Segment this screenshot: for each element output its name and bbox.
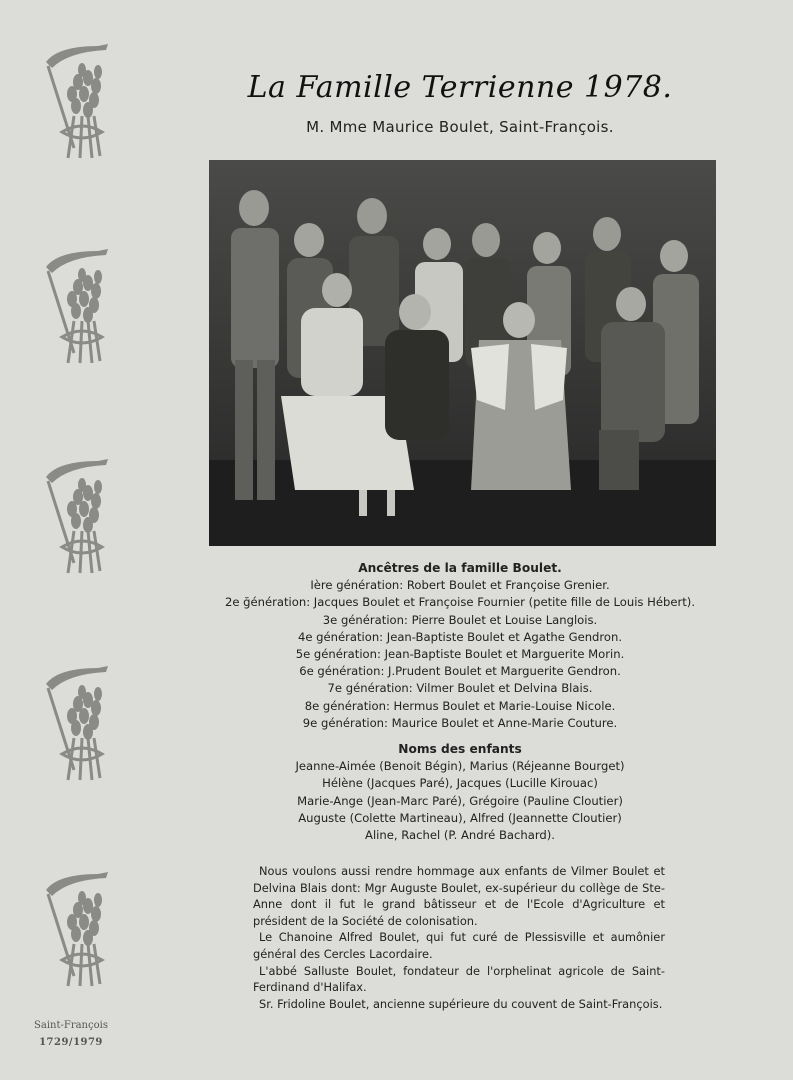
children-line: Hélène (Jacques Paré), Jacques (Lucille Kirouac) [322,776,598,791]
ancestors-section [160,560,760,732]
wheat-sheaf-sickle-icon [38,662,118,787]
tribute-paragraph: Nous voulons aussi rendre hommage aux enfants de Vilmer Boulet et Delvina Blais dont: Mgr Auguste Boulet, ex-supérieur du collège de Ste-Anne dont il fut le grand bâtisseur et de l'Ecole d'Agriculture et président de la Société de colonisation. [253,864,665,928]
margin-caption-years: 1729/1979 [39,1037,103,1048]
wheat-sheaf-sickle-icon [38,40,118,165]
page-subtitle: M. Mme Maurice Boulet, Saint-François. [306,118,614,136]
wheat-sheaf-sickle-icon [38,455,118,580]
tribute-paragraph: L'abbé Salluste Boulet, fondateur de l'orphelinat agricole de Saint-Ferdinand d'Halifax. [253,963,665,995]
ancestors-line: Ière génération: Robert Boulet et Françoise Grenier. [310,578,610,593]
ancestors-line: 9e génération: Maurice Boulet et Anne-Marie Couture. [302,715,618,730]
decorative-margin [0,0,140,1080]
family-group-photo [209,160,716,546]
children-section [160,741,760,844]
wheat-sheaf-sickle-icon [38,868,118,993]
tribute-paragraph: Le Chanoine Alfred Boulet, qui fut curé de Plessisville et aumônier général des Cercles Lacordaire. [253,930,665,961]
ancestors-line: 3e génération: Pierre Boulet et Louise Langlois. [322,612,598,627]
ancestors-heading: Ancêtres de la famille Boulet. [358,561,562,575]
children-heading: Noms des enfants [398,742,522,756]
ancestors-line: 7e génération: Vilmer Boulet et Delvina Blais. [327,681,593,696]
ancestors-line: 4e génération: Jean-Baptiste Boulet et Agathe Gendron. [297,629,623,644]
children-line: Auguste (Colette Martineau), Alfred (Jeannette Cloutier) [298,810,622,825]
margin-caption-place: Saint-François [34,1020,108,1031]
children-line: Aline, Rachel (P. André Bachard). [365,828,555,843]
page-title: La Famille Terrienne 1978. [247,70,673,105]
children-line: Marie-Ange (Jean-Marc Paré), Grégoire (Pauline Cloutier) [297,793,623,808]
tribute-paragraph: Sr. Fridoline Boulet, ancienne supérieure du couvent de Saint-François. [259,996,663,1011]
ancestors-line: 5e génération: Jean-Baptiste Boulet et Marguerite Morin. [295,647,625,662]
children-line: Jeanne-Aimée (Benoit Bégin), Marius (Réjeanne Bourget) [295,759,625,774]
ancestors-line: 2e ğénération: Jacques Boulet et Françoise Fournier (petite fille de Louis Hébert). [224,595,696,610]
ancestors-line: 8e génération: Hermus Boulet et Marie-Louise Nicole. [304,698,616,713]
wheat-sheaf-sickle-icon [38,245,118,370]
ancestors-line: 6e génération: J.Prudent Boulet et Marguerite Gendron. [299,664,621,679]
tribute-section [253,863,665,1012]
